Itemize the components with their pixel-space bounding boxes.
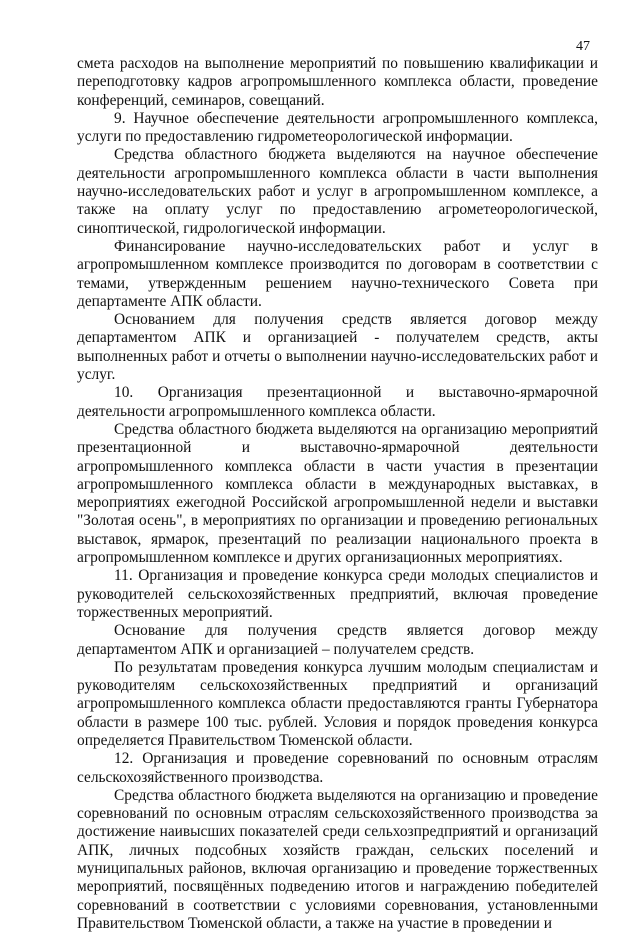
paragraph: Средства областного бюджета выделяются на научное обеспечение деятельности агропромышленного комплекса области в части выполнения научно-исследовательских работ и услуг в агропромышленном комплексе, а также на оплату услуг по предоставлению агрометеорологической, синоптической, гидрологической информации. xyxy=(77,146,598,237)
section-heading-11: 11. Организация и проведение конкурса среди молодых специалистов и руководителей сельскохозяйственных предприятий, включая проведение торжественных мероприятий. xyxy=(77,567,598,621)
section-heading-9: 9. Научное обеспечение деятельности агропромышленного комплекса, услуги по предоставлению гидрометеорологической информации. xyxy=(77,109,598,146)
paragraph: Основание для получения средств является договор между департаментом АПК и организацией – получателем средств. xyxy=(77,622,598,658)
paragraph: Основанием для получения средств является договор между департаментом АПК и организацией - получателем средств, акты выполненных работ и отчеты о выполнении научно-исследовательских работ и услуг. xyxy=(77,311,598,384)
section-heading-10: 10. Организация презентационной и выставочно-ярмарочной деятельности агропромышленного комплекса области. xyxy=(77,384,598,420)
page-number: 47 xyxy=(576,39,590,54)
document-body xyxy=(77,55,598,933)
paragraph: Средства областного бюджета выделяются на организацию мероприятий презентационной и выставочно-ярмарочной деятельности агропромышленного комплекса области в части участия в презентации агропромышленного комплекса области в международных выставках, в мероприятиях ежегодной Российской агропромышленной недели и выставки "Золотая осень", в мероприятиях по организации и проведению региональных выставок, ярмарок, презентаций по реализации национального проекта в агропромышленном комплексе и других организационных мероприятиях. xyxy=(77,420,598,567)
paragraph: Финансирование научно-исследовательских работ и услуг в агропромышленном комплексе производится по договорам в соответствии с темами, утвержденным решением научно-технического Совета при департаменте АПК области. xyxy=(77,237,598,310)
paragraph: Средства областного бюджета выделяются на организацию и проведение соревнований по основным отраслям сельскохозяйственного производства за достижение наивысших показателей среди сельхозпредприятий и организаций АПК, личных подсобных хозяйств граждан, сельских поселений и муниципальных районов, включая организацию и проведение торжественных мероприятий, посвящённых подведению итогов и награждению победителей соревнований в соответствии с условиями соревнования, установленными Правительством Тюменской области, а также на участие в проведении и xyxy=(77,786,598,932)
section-heading-12: 12. Организация и проведение соревнований по основным отраслям сельскохозяйственного производства. xyxy=(77,750,598,786)
paragraph: По результатам проведения конкурса лучшим молодым специалистам и руководителям сельскохозяйственных предприятий и организаций агропромышленного комплекса области предоставляются гранты Губернатора области в размере 100 тыс. рублей. Условия и порядок проведения конкурса определяется Правительством Тюменской области. xyxy=(77,658,598,749)
paragraph-continued: смета расходов на выполнение мероприятий по повышению квалификации и переподготовку кадров агропромышленного комплекса области, проведение конференций, семинаров, совещаний. xyxy=(77,55,598,109)
